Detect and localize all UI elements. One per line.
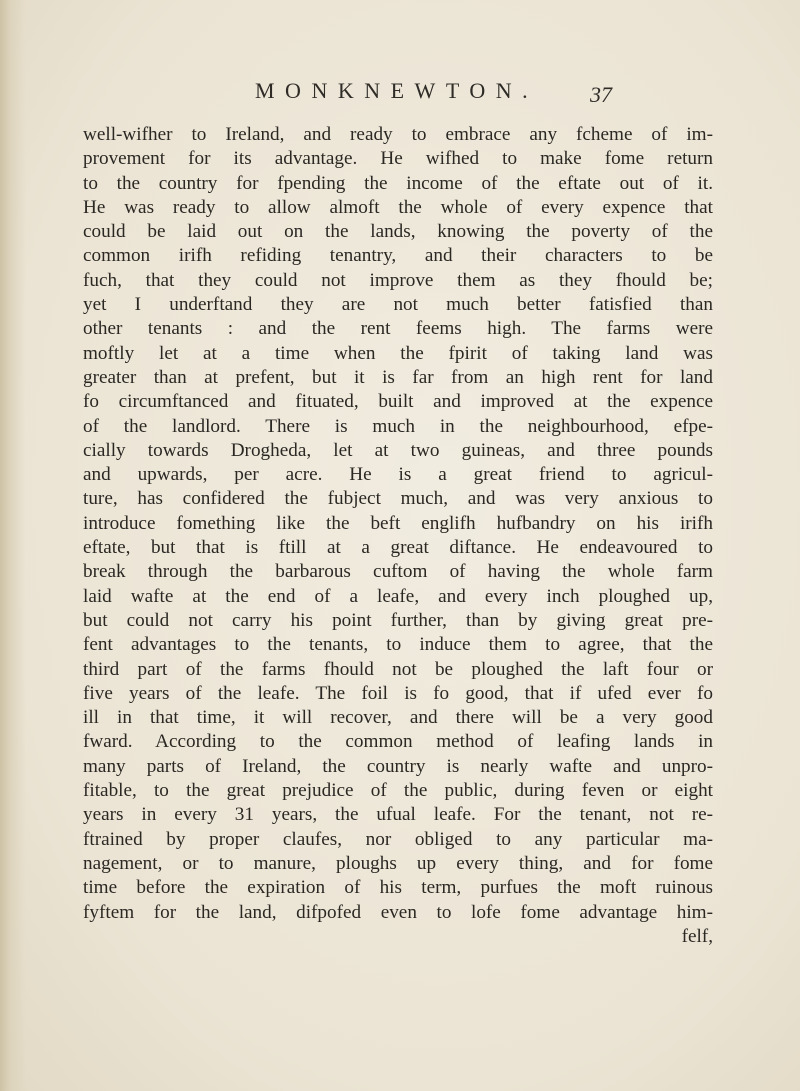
page-gutter-shadow [0,0,26,1091]
text-line: fent advantages to the tenants, to induce them to agree, that the [83,634,713,656]
running-head: MONKNEWTON. [255,78,539,103]
text-line: of the landlord. There is much in the neighbourhood, efpe- [83,415,713,437]
text-line: greater than at prefent, but it is far from an high rent for land [83,366,713,388]
text-line: fyftem for the land, difpofed even to lofe fome advantage him- [83,901,713,923]
text-line: fuch, that they could not improve them as they fhould be; [83,269,713,291]
text-line: years in every 31 years, the ufual leafe. For the tenant, not re- [83,804,713,826]
text-line: common irifh refiding tenantry, and their characters to be [83,245,713,267]
text-line: ftrained by proper claufes, nor obliged to any particular ma- [83,828,713,850]
catchword: felf, [681,925,713,947]
text-line: laid wafte at the end of a leafe, and every inch ploughed up, [83,585,713,607]
text-line: provement for its advantage. He wifhed to make fome return [83,148,713,170]
text-line: ill in that time, it will recover, and there will be a very good [83,707,713,729]
text-line: break through the barbarous cuftom of having the whole farm [83,561,713,583]
page-header [0,78,800,112]
text-line: fo circumftanced and fituated, built and improved at the expence [83,391,713,413]
text-line: eftate, but that is ftill at a great diftance. He endeavoured to [83,537,713,559]
text-line: many parts of Ireland, the country is nearly wafte and unpro- [83,755,713,777]
text-line: ture, has confidered the fubject much, and was very anxious to [83,488,713,510]
body-text [83,123,713,949]
text-line: yet I underftand they are not much better fatisfied than [83,294,713,316]
text-line: to the country for fpending the income of the eftate out of it. [83,172,713,194]
text-line: could be laid out on the lands, knowing the poverty of the [83,221,713,243]
text-line: time before the expiration of his term, purfues the moft ruinous [83,877,713,899]
text-line: introduce fomething like the beft englifh hufbandry on his irifh [83,512,713,534]
text-line: well-wifher to Ireland, and ready to embrace any fcheme of im- [83,124,713,145]
text-line: five years of the leafe. The foil is fo good, that if ufed ever fo [83,682,713,704]
text-line: He was ready to allow almoft the whole of every expence that [83,196,713,218]
text-line: but could not carry his point further, than by giving great pre- [83,609,713,631]
text-line: moftly let at a time when the fpirit of taking land was [83,342,713,364]
text-line: nagement, or to manure, ploughs up every thing, and for fome [83,852,713,874]
text-line: third part of the farms fhould not be ploughed the laft four or [83,658,713,680]
text-line: fitable, to the great prejudice of the public, during feven or eight [83,780,713,802]
text-line: other tenants : and the rent feems high. The farms were [83,318,713,340]
text-line: fward. According to the common method of leafing lands in [83,731,713,753]
text-line: cially towards Drogheda, let at two guineas, and three pounds [83,439,713,461]
page-number: 37 [590,82,612,107]
text-line: and upwards, per acre. He is a great friend to agricul- [83,464,713,486]
